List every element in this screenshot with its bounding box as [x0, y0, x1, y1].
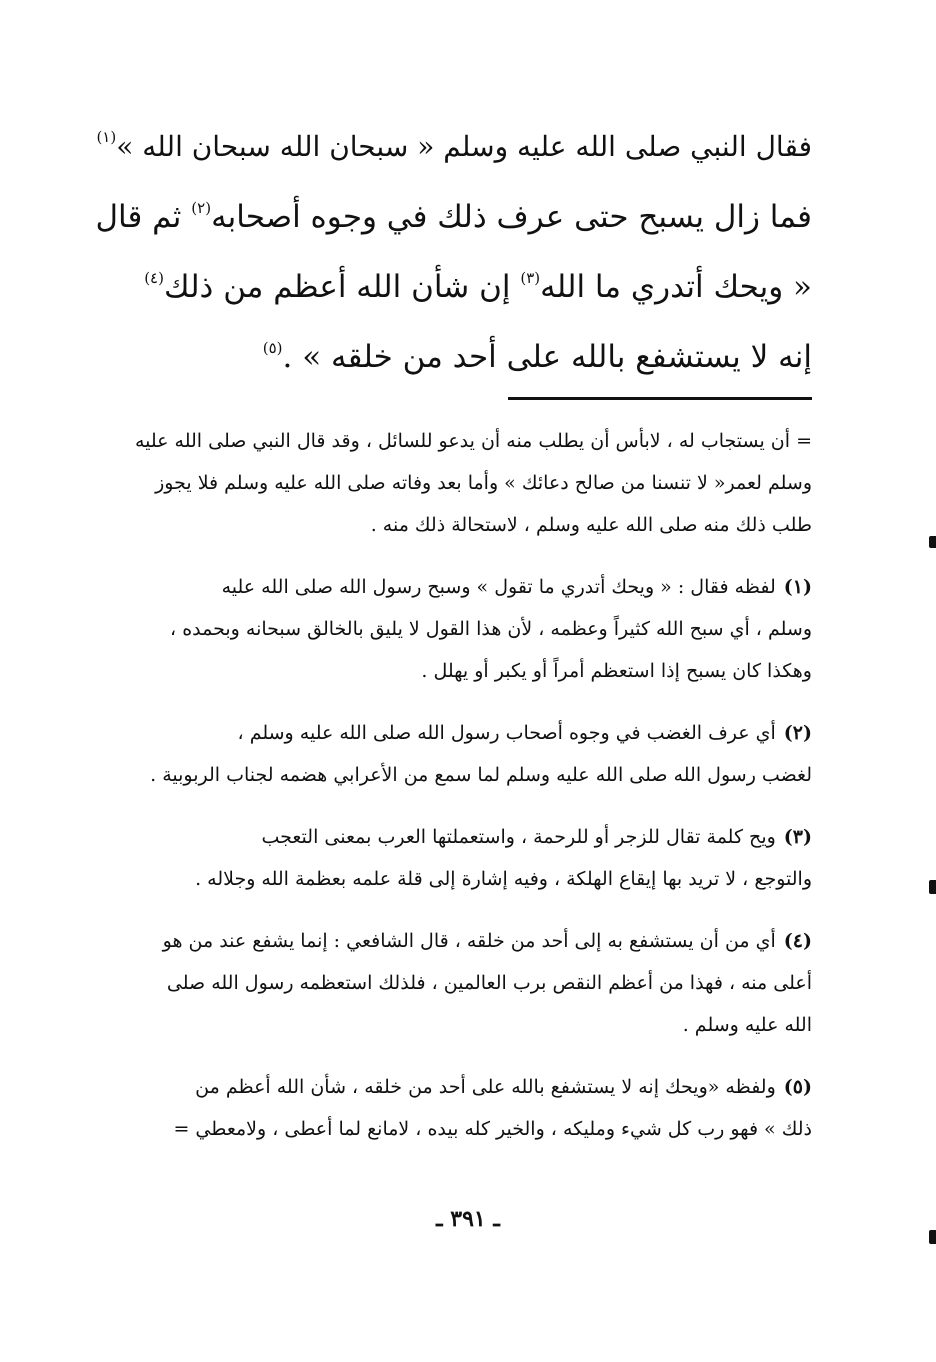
footnote-text: أي من أن يستشفع به إلى أحد من خلقه ، قال الشافعي : إنما يشفع عند من هو: [162, 930, 776, 952]
footnote-text: ويح كلمة تقال للزجر أو للرحمة ، واستعملتها العرب بمعنى التعجب: [261, 826, 776, 848]
footnote-text: لفظه فقال : « ويحك أتدري ما تقول » وسبح رسول الله صلى الله عليه: [221, 576, 776, 598]
footnote-line: [92, 920, 812, 962]
footnote-ref: (٥): [262, 339, 283, 357]
footnote-ref: (٣): [520, 269, 541, 287]
main-line-text: إنه لا يستشفع بالله على أحد من خلقه » .: [282, 339, 812, 375]
footnote-line: [92, 566, 812, 608]
footnote-number: (٢): [783, 722, 812, 744]
footnote-line: [92, 712, 812, 754]
footnote-line: = أن يستجاب له ، لابأس أن يطلب منه أن يدعو للسائل ، وقد قال النبي صلى الله عليه: [134, 430, 812, 452]
footnote-ref: (٤): [144, 269, 164, 287]
footnote-2: [92, 712, 812, 796]
footnote-ref: (٢): [191, 199, 212, 217]
footnote-line: ذلك » فهو رب كل شيء ومليكه ، والخير كله بيده ، لامانع لما أعطى ، ولامعطي =: [173, 1118, 812, 1140]
footnote-number: (٣): [783, 826, 812, 848]
page-number: ـ ٣٩١ ـ: [436, 1206, 500, 1232]
footnote-line: [92, 1066, 812, 1108]
main-line: [96, 252, 812, 322]
footnotes: [92, 420, 812, 1170]
scan-edge-mark: [929, 1230, 936, 1244]
footnote-line: [92, 816, 812, 858]
main-line-text: « ويحك أتدري ما الله: [540, 269, 812, 305]
footnote-line: لغضب رسول الله صلى الله عليه وسلم لما سمع من الأعرابي هضمه لجناب الربوبية .: [150, 764, 812, 786]
main-line-tail: إن شأن الله أعظم من ذلك: [163, 269, 521, 305]
main-line: [96, 182, 812, 252]
footnote-line: والتوجع ، لا تريد بها إيقاع الهلكة ، وفيه إشارة إلى قلة علمه بعظمة الله وجلاله .: [195, 868, 812, 890]
footnote-number: (٥): [783, 1076, 812, 1098]
footnote-line: وسلم لعمر« لا تنسنا من صالح دعائك » وأما بعد وفاته صلى الله عليه وسلم فلا يجوز: [155, 472, 812, 494]
footnote-number: (٤): [783, 930, 812, 952]
main-line-text: فما زال يسبح حتى عرف ذلك في وجوه أصحابه: [211, 199, 812, 235]
main-text: [96, 112, 812, 392]
footnote-text: ولفظه «ويحك إنه لا يستشفع بالله على أحد من خلقه ، شأن الله أعظم من: [195, 1076, 776, 1098]
footnote-line: أعلى منه ، فهذا من أعظم النقص برب العالمين ، فلذلك استعظمه رسول الله صلى: [166, 972, 812, 994]
footnote-line: وهكذا كان يسبح إذا استعظم أمراً أو يكبر أو يهلل .: [421, 660, 812, 682]
main-line: [96, 112, 812, 182]
footnote-5: [92, 1066, 812, 1150]
main-line: [96, 322, 812, 392]
scan-edge-mark: [929, 880, 936, 894]
footnote-line: وسلم ، أي سبح الله كثيراً وعظمه ، لأن هذا القول لا يليق بالخالق سبحانه وبحمده ،: [170, 618, 812, 640]
footnote-ref: (١): [96, 128, 117, 146]
main-line-text: فقال النبي صلى الله عليه وسلم « سبحان الله سبحان الله »: [116, 130, 812, 163]
footnote-1: [92, 566, 812, 692]
footnote-continuation: [92, 420, 812, 546]
footnote-text: أي عرف الغضب في وجوه أصحاب رسول الله صلى الله عليه وسلم ،: [237, 722, 776, 744]
main-line-tail: ثم قال: [95, 199, 192, 235]
footnote-line: طلب ذلك منه صلى الله عليه وسلم ، لاستحالة ذلك منه .: [370, 514, 812, 536]
footnote-4: [92, 920, 812, 1046]
footnote-divider: [508, 397, 812, 400]
scan-edge-mark: [929, 536, 936, 548]
footnote-3: [92, 816, 812, 900]
footnote-line: الله عليه وسلم .: [682, 1014, 812, 1036]
footnote-number: (١): [783, 576, 812, 598]
